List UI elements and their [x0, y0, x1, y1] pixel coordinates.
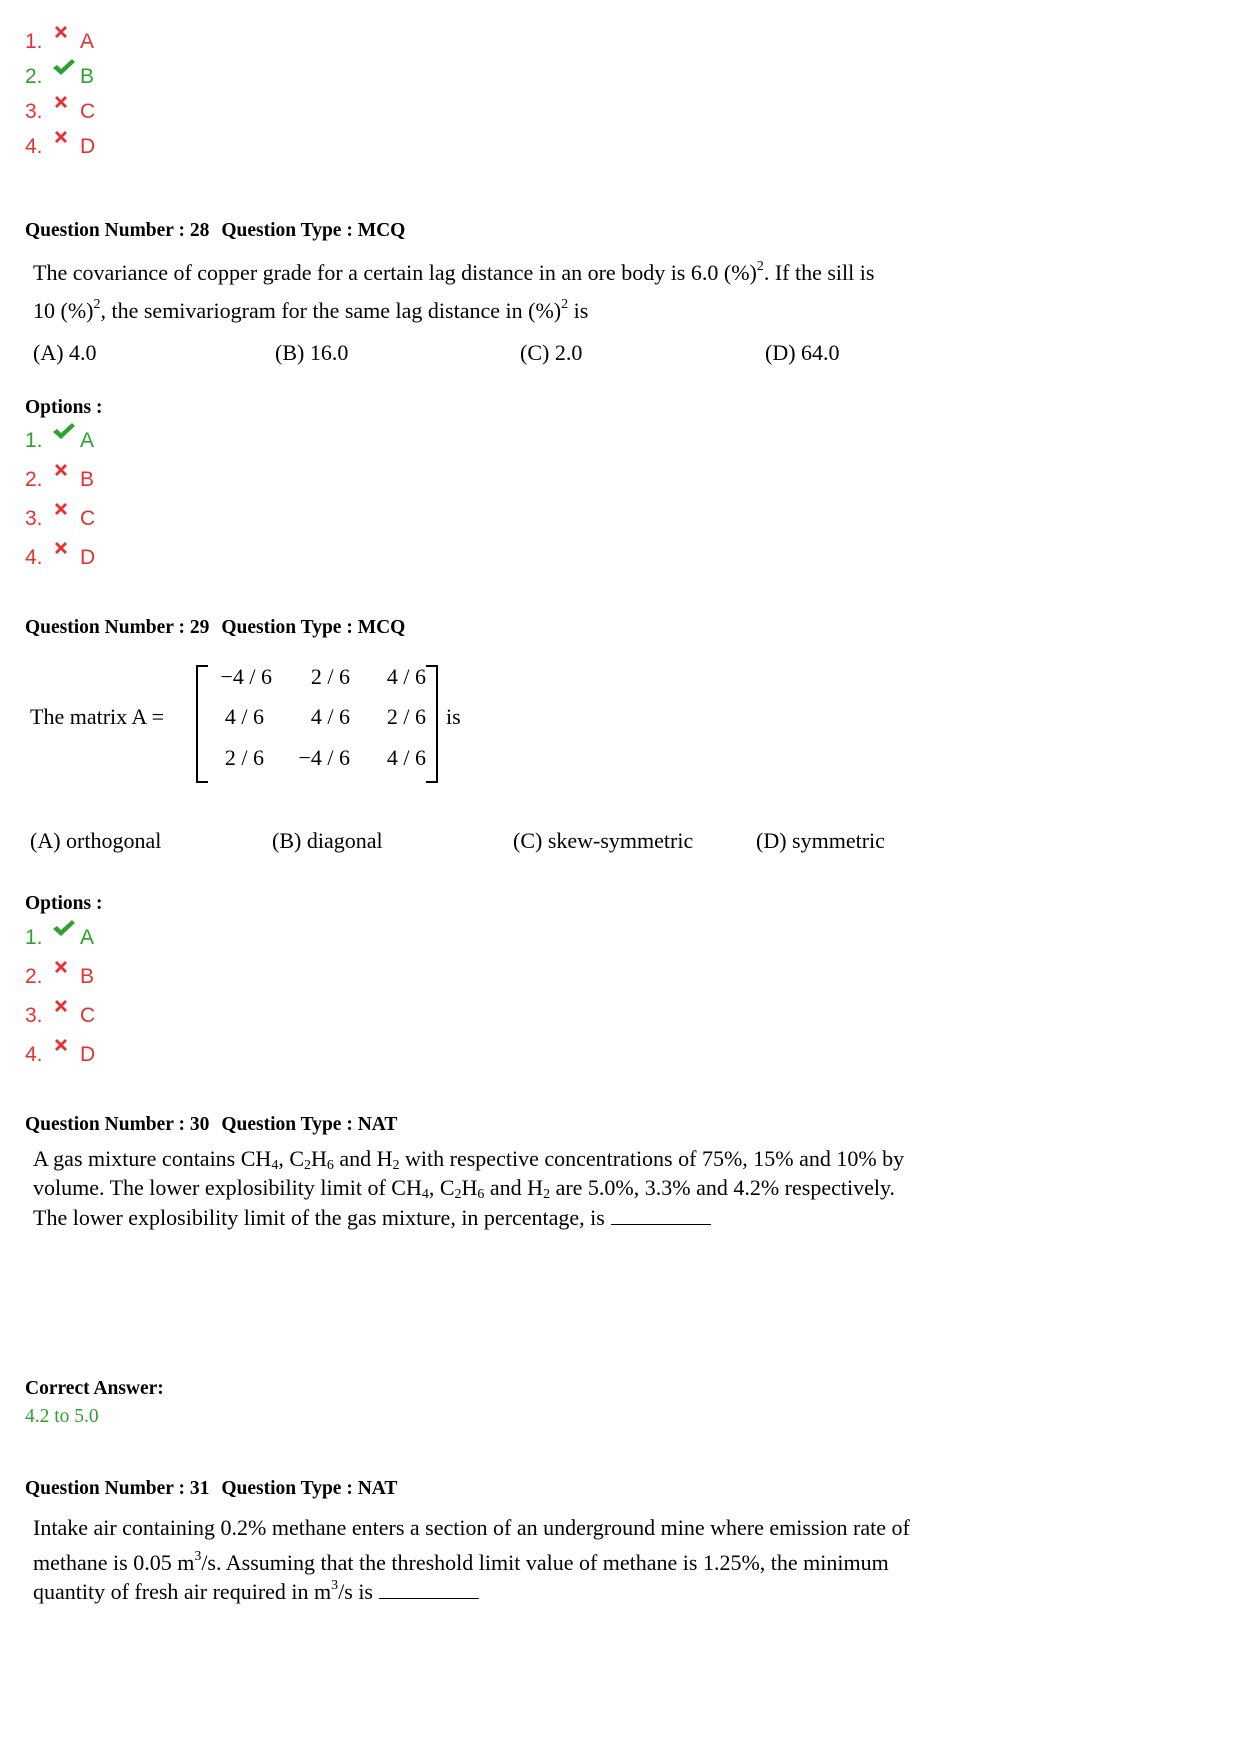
text-run: , the semivariogram for the same lag distance in (%) [100, 298, 562, 323]
question-text-line [33, 252, 874, 288]
matrix-cell: 2 / 6 [310, 664, 350, 689]
correct-answer-value: 4.2 to 5.0 [25, 1406, 99, 1427]
choice-d: (D) 64.0 [765, 340, 840, 365]
options-label: Options : [25, 397, 103, 418]
matrix-cell: 4 / 6 [310, 704, 350, 729]
text-run: are 5.0%, 3.3% and 4.2% respectively. [550, 1175, 896, 1200]
choice-d: (D) symmetric [756, 828, 885, 853]
check-icon [52, 925, 80, 951]
subscript: 2 [543, 1187, 551, 1202]
question-header [25, 1478, 397, 1500]
text-run: methane is 0.05 m [33, 1550, 195, 1575]
answer-blank [611, 1204, 711, 1225]
option-letter: C [80, 507, 96, 530]
option-letter: A [80, 926, 95, 949]
question-type: Question Type : NAT [221, 1114, 398, 1135]
option-number: 3. [25, 100, 43, 123]
text-run: The covariance of copper grade for a certain lag distance in an ore body is 6.0 (%) [33, 260, 757, 285]
cross-icon [52, 1003, 80, 1029]
option-number: 2. [25, 65, 43, 88]
question-number: Question Number : 29 [25, 617, 210, 638]
options-label: Options : [25, 893, 103, 914]
matrix-cell: −4 / 6 [298, 745, 350, 770]
subscript: 2 [392, 1158, 400, 1173]
check-icon [52, 64, 80, 90]
matrix-suffix: is [446, 704, 461, 729]
option-item [25, 131, 95, 163]
text-run: . If the sill is [763, 260, 875, 285]
cross-icon [52, 545, 80, 571]
question-header [25, 1114, 397, 1136]
option-item [25, 425, 94, 457]
subscript: 2 [454, 1187, 462, 1202]
option-number: 3. [25, 1004, 43, 1027]
question-number: Question Number : 30 [25, 1114, 210, 1135]
option-letter: C [80, 100, 96, 123]
cross-icon [52, 1042, 80, 1068]
option-number: 2. [25, 468, 43, 491]
matrix-cell: 2 / 6 [386, 704, 426, 729]
text-run: /s. Assuming that the threshold limit value of methane is 1.25%, the minimum [201, 1550, 889, 1575]
superscript: 3 [194, 1549, 202, 1564]
text-run: Intake air containing 0.2% methane enters a section of an underground mine where emission rate of [33, 1515, 910, 1540]
choice-c: (C) skew-symmetric [513, 828, 694, 853]
question-text-line [33, 1203, 711, 1233]
option-letter: A [80, 30, 95, 53]
option-number: 4. [25, 135, 43, 158]
option-item [25, 542, 95, 574]
cross-icon [52, 964, 80, 990]
option-item [25, 464, 94, 496]
answer-blank [379, 1578, 479, 1599]
option-number: 3. [25, 507, 43, 530]
question-text-line [33, 1571, 479, 1607]
option-number: 1. [25, 926, 43, 949]
text-run: /s is [338, 1579, 373, 1604]
question-header [25, 220, 405, 242]
superscript: 3 [331, 1578, 339, 1593]
choice-a: (A) orthogonal [30, 828, 162, 853]
option-letter: B [80, 965, 95, 988]
question-text-line [33, 290, 588, 326]
matrix-cell: 4 / 6 [386, 664, 426, 689]
text-run: A gas mixture contains CH [33, 1146, 272, 1171]
question-type: Question Type : NAT [221, 1478, 398, 1499]
question-number: Question Number : 31 [25, 1478, 210, 1499]
subscript: 4 [271, 1158, 279, 1173]
option-item [25, 96, 95, 128]
option-letter: B [80, 468, 95, 491]
option-number: 2. [25, 965, 43, 988]
option-item [25, 503, 95, 535]
question-type: Question Type : MCQ [221, 220, 406, 241]
option-letter: A [80, 429, 95, 452]
cross-icon [52, 29, 80, 55]
text-run: H [311, 1146, 327, 1171]
text-run: , C [278, 1146, 304, 1171]
option-item [25, 922, 94, 954]
text-run: , C [428, 1175, 455, 1200]
text-run: quantity of fresh air required in m [33, 1579, 332, 1604]
choice-c: (C) 2.0 [520, 340, 583, 365]
superscript: 2 [93, 297, 101, 312]
question-header [25, 617, 405, 639]
text-run: with respective concentrations of 75%, 15% and 10% by [399, 1146, 905, 1171]
matrix-cell: 4 / 6 [224, 704, 264, 729]
superscript: 2 [561, 297, 569, 312]
cross-icon [52, 467, 80, 493]
question-number: Question Number : 28 [25, 220, 210, 241]
option-item [25, 26, 94, 58]
subscript: 2 [304, 1158, 311, 1173]
matrix-cell: 2 / 6 [224, 745, 264, 770]
matrix-right-bracket [426, 665, 438, 783]
question-text-line [33, 1513, 910, 1543]
text-run: 10 (%) [33, 298, 94, 323]
superscript: 2 [756, 259, 764, 274]
text-run: H [461, 1175, 478, 1200]
subscript: 6 [477, 1187, 485, 1202]
text-run: is [568, 298, 589, 323]
option-item [25, 961, 94, 993]
option-item [25, 1039, 95, 1071]
subscript: 6 [326, 1158, 334, 1173]
cross-icon [52, 99, 80, 125]
text-run: and H [484, 1175, 544, 1200]
option-item [25, 61, 94, 93]
choice-b: (B) 16.0 [275, 340, 349, 365]
cross-icon [52, 506, 80, 532]
option-number: 4. [25, 1043, 43, 1066]
matrix-prefix: The matrix A = [30, 704, 164, 729]
choice-a: (A) 4.0 [33, 340, 97, 365]
text-run: and H [333, 1146, 393, 1171]
text-run: The lower explosibility limit of the gas mixture, in percentage, is [33, 1205, 605, 1230]
option-number: 1. [25, 30, 43, 53]
option-number: 4. [25, 546, 43, 569]
option-letter: D [80, 1043, 96, 1066]
subscript: 4 [421, 1187, 429, 1202]
check-icon [52, 428, 80, 454]
question-type: Question Type : MCQ [221, 617, 406, 638]
matrix-cell: −4 / 6 [220, 664, 272, 689]
cross-icon [52, 134, 80, 160]
matrix-cell: 4 / 6 [386, 745, 426, 770]
option-letter: D [80, 546, 96, 569]
option-item [25, 1000, 95, 1032]
text-run: volume. The lower explosibility limit of CH [33, 1175, 422, 1200]
correct-answer-label: Correct Answer: [25, 1378, 164, 1399]
option-number: 1. [25, 429, 43, 452]
choice-b: (B) diagonal [272, 828, 383, 853]
option-letter: C [80, 1004, 96, 1027]
option-letter: D [80, 135, 96, 158]
option-letter: B [80, 65, 95, 88]
